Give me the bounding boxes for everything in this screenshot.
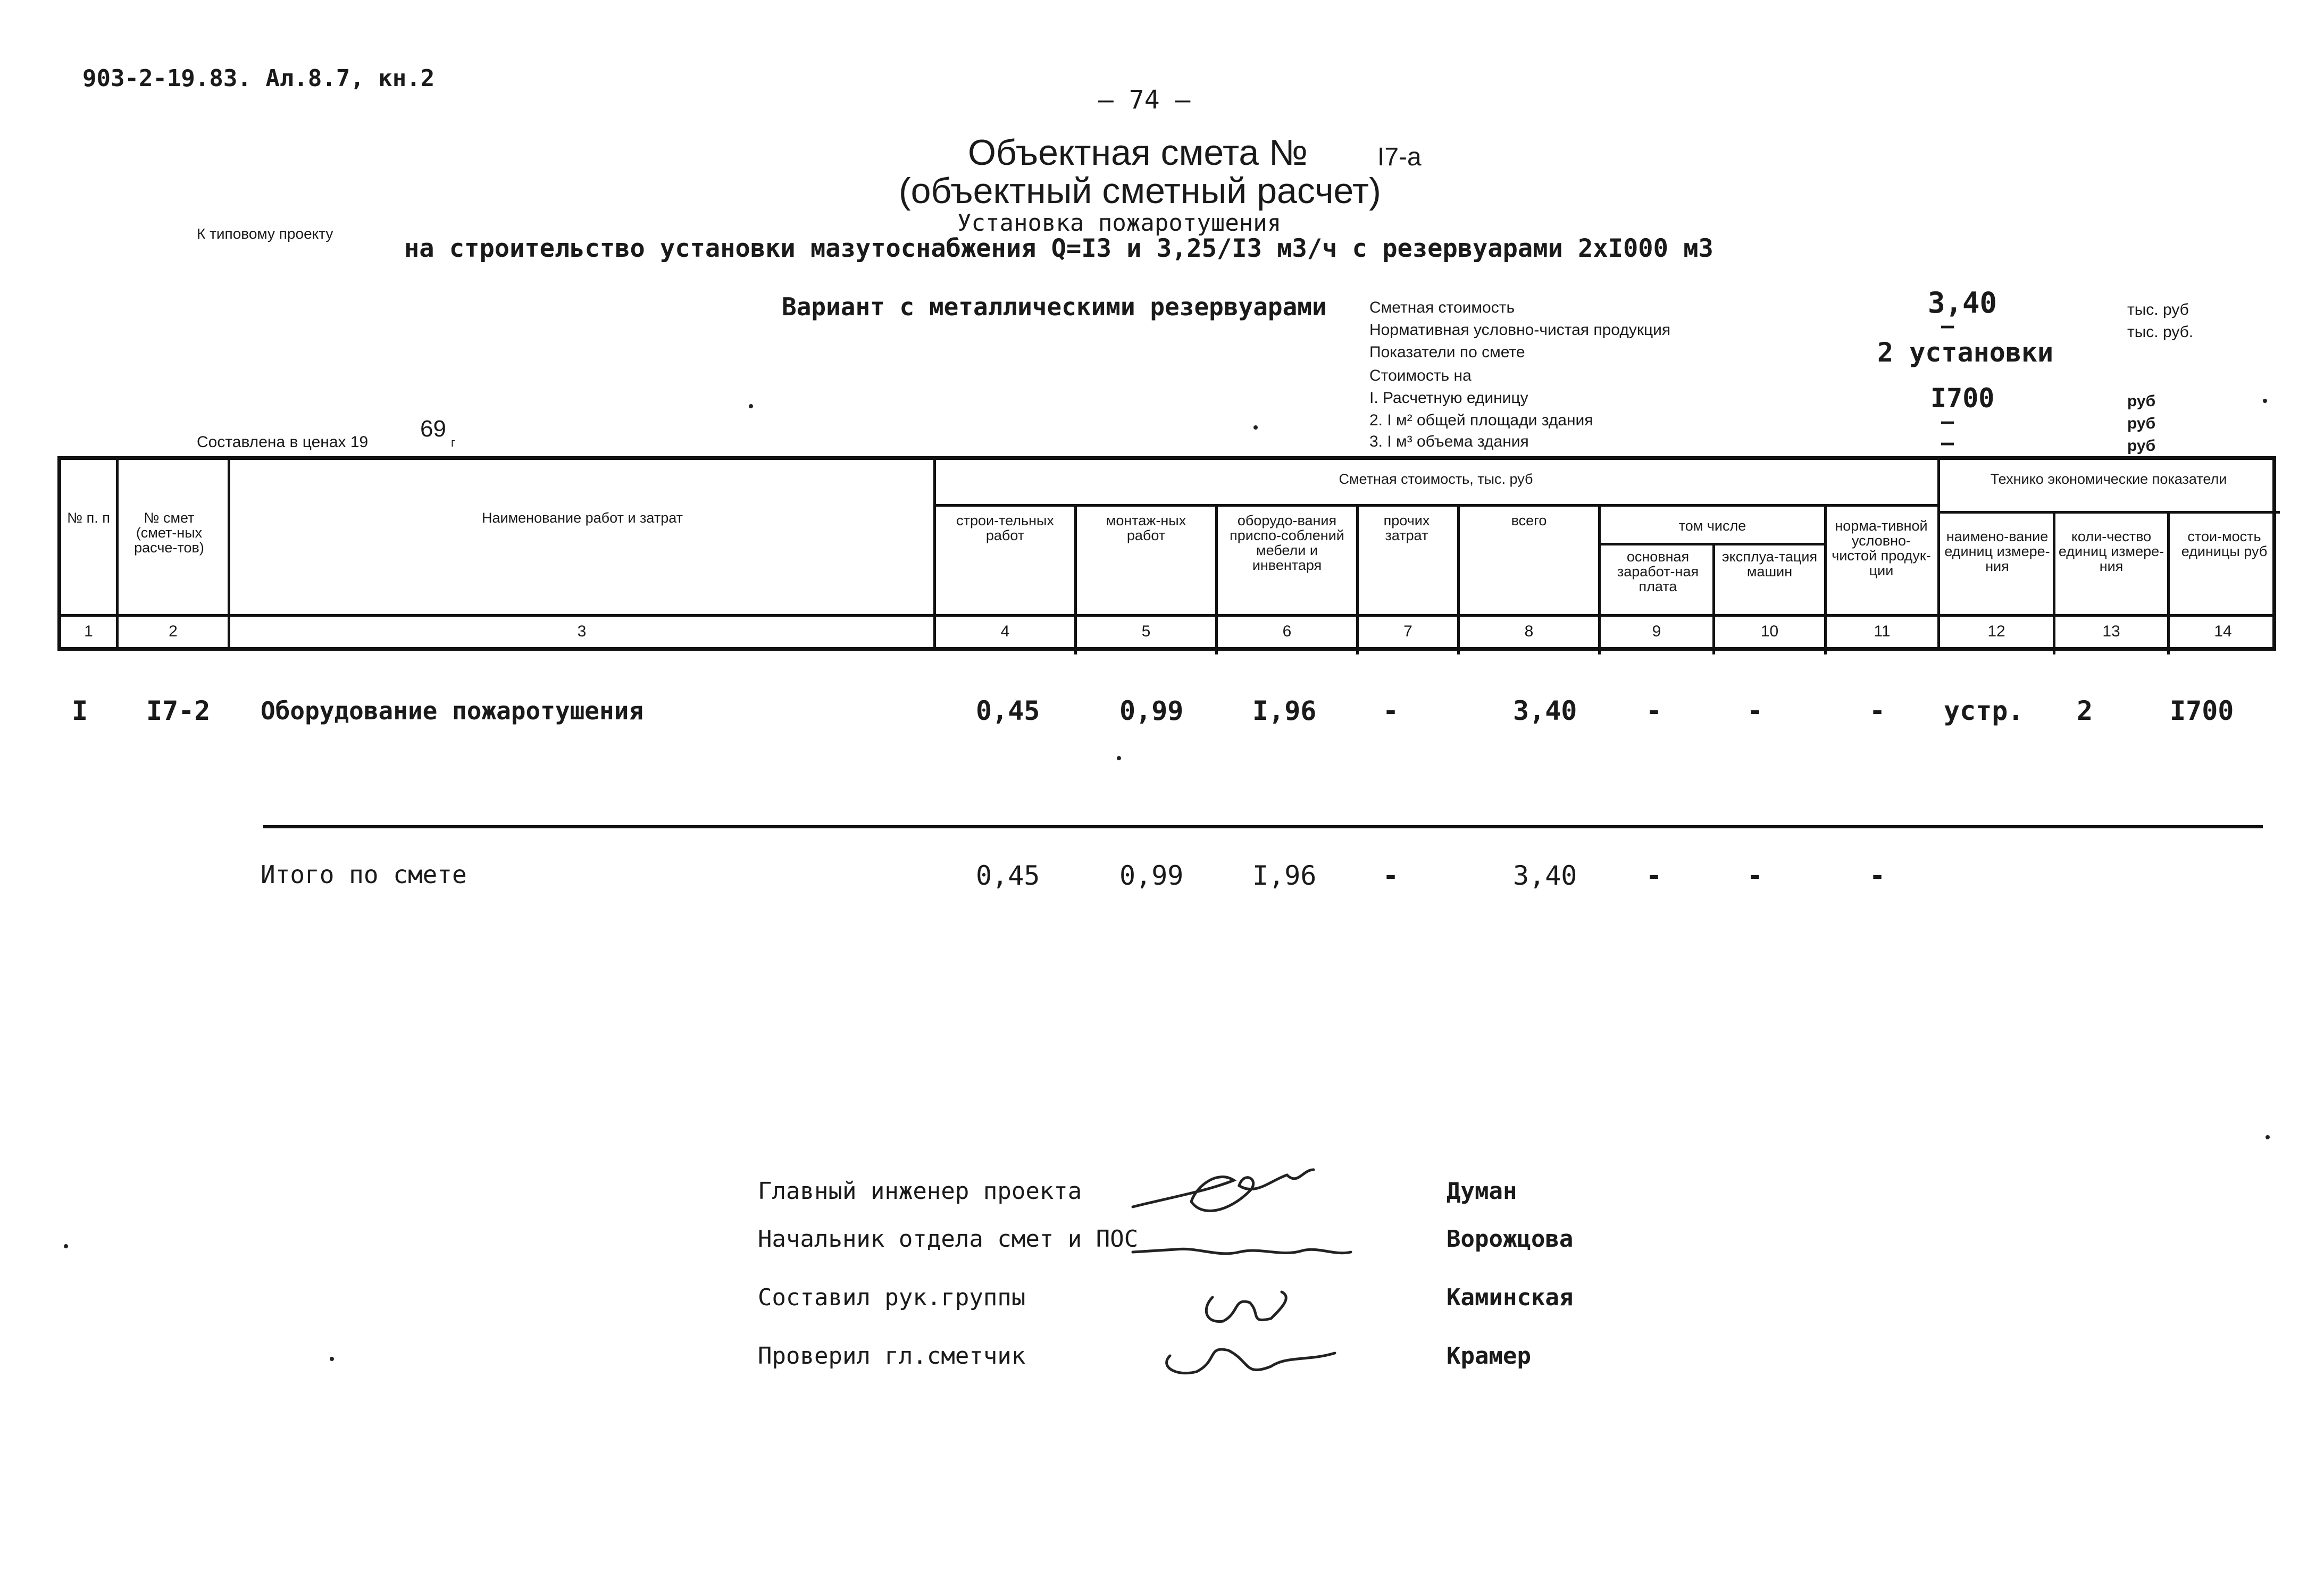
signature-role-3: Составил рук.группы — [758, 1284, 1026, 1311]
totals-total: 3,40 — [1513, 860, 1577, 891]
col-header-10: эксплуа-тация машин — [1721, 549, 1818, 580]
row-machines: - — [1747, 695, 1763, 726]
unit-unit: руб — [2127, 392, 2156, 410]
scan-speck — [330, 1357, 334, 1361]
normative-value: — — [1941, 314, 1954, 338]
table-header — [57, 456, 2276, 651]
area-unit: руб — [2127, 415, 2156, 432]
totals-installation: 0,99 — [1119, 860, 1184, 891]
col-header-2: № смет (смет-ных расче-тов) — [134, 510, 204, 556]
row-name: Оборудование пожаротушения — [261, 696, 644, 725]
area-value: — — [1941, 409, 1954, 434]
document-subtitle: (объектный сметный расчет) — [899, 171, 1381, 211]
row-installation: 0,99 — [1119, 695, 1184, 726]
normative-unit: тыс. руб. — [2127, 323, 2194, 341]
project-name: на строительство установки мазутоснабжения Q=I3 и 3,25/I3 м3/ч с резервуарами 2xI000 м3 — [404, 234, 1713, 263]
totals-construction: 0,45 — [976, 860, 1040, 891]
totals-wages: - — [1646, 860, 1662, 891]
row-equipment: I,96 — [1252, 695, 1317, 726]
row-unit: устр. — [1944, 695, 2024, 726]
row-number: I — [72, 695, 88, 726]
totals-other: - — [1383, 860, 1399, 891]
row-other: - — [1383, 695, 1399, 726]
group-header-cost: Сметная стоимость, тыс. руб — [1339, 471, 1533, 487]
col-number-6: 6 — [1282, 623, 1292, 640]
signature-name-2: Ворожцова — [1447, 1225, 1574, 1253]
scan-speck — [2266, 1135, 2270, 1139]
col-header-1: № п. п — [67, 510, 110, 526]
col-header-6: оборудо-вания приспо-соблений мебели и инвентаря — [1230, 513, 1344, 573]
scan-speck — [1253, 425, 1258, 430]
volume-value: — — [1941, 431, 1954, 455]
col-number-7: 7 — [1403, 623, 1412, 640]
totals-equipment: I,96 — [1252, 860, 1317, 891]
col-header-7: прочих затрат — [1383, 513, 1430, 543]
col-header-14: стои-мость единицы руб — [2181, 528, 2268, 559]
row-total: 3,40 — [1513, 695, 1577, 726]
to-project-label: К типовому проекту — [197, 225, 333, 242]
signature-name-3: Каминская — [1447, 1284, 1574, 1311]
unit-label: I. Расчетную единицу — [1369, 389, 1528, 407]
signature-role-4: Проверил гл.сметчик — [758, 1342, 1026, 1370]
col-header-3: Наименование работ и затрат — [481, 510, 683, 526]
indicators-value: 2 установки — [1877, 337, 2054, 368]
col-number-1: 1 — [84, 623, 93, 640]
variant-label: Вариант с металлическими резервуарами — [782, 292, 1327, 321]
scan-speck — [2263, 399, 2267, 403]
totals-machines: - — [1747, 860, 1763, 891]
col-header-5: монтаж-ных работ — [1106, 513, 1186, 543]
row-wages: - — [1646, 695, 1662, 726]
signature-name-1: Думан — [1447, 1178, 1517, 1205]
row-construction: 0,45 — [976, 695, 1040, 726]
area-label: 2. I м² общей площади здания — [1369, 412, 1593, 429]
col-header-4: строи-тельных работ — [956, 513, 1054, 543]
col-header-13: коли-чество единиц измере-ния — [2058, 528, 2164, 574]
col-number-14: 14 — [2214, 623, 2232, 640]
prices-suffix: г — [451, 436, 456, 449]
handwritten-signatures — [1111, 1138, 1409, 1388]
col-number-12: 12 — [1987, 623, 2005, 640]
row-estimate: I7-2 — [146, 695, 211, 726]
indicators-label: Показатели по смете — [1369, 343, 1525, 361]
document-title: Объектная смета № — [968, 132, 1308, 173]
col-number-10: 10 — [1760, 623, 1779, 640]
estimated-cost-value: 3,40 — [1928, 286, 1997, 320]
signature-name-4: Крамер — [1447, 1342, 1531, 1370]
row-unit-cost: I700 — [2170, 695, 2234, 726]
col-number-13: 13 — [2102, 623, 2120, 640]
group-header-incl: том числе — [1678, 518, 1746, 534]
work-name: Установка пожаротушения — [957, 209, 1282, 237]
signature-role-2: Начальник отдела смет и ПОС — [758, 1225, 1139, 1253]
page-number: — 74 — — [1098, 85, 1191, 115]
scan-speck — [64, 1244, 68, 1248]
col-number-2: 2 — [169, 623, 178, 640]
col-number-11: 11 — [1874, 623, 1891, 640]
row-normative: - — [1869, 695, 1886, 726]
row-qty: 2 — [2077, 695, 2093, 726]
col-header-8: всего — [1511, 513, 1547, 528]
estimated-cost-unit: тыс. руб — [2127, 301, 2189, 318]
signature-role-1: Главный инженер проекта — [758, 1178, 1082, 1205]
prices-label: Составлена в ценах 19 — [197, 433, 369, 451]
col-header-9: основная заработ-ная плата — [1617, 549, 1699, 594]
volume-label: 3. I м³ объема здания — [1369, 433, 1529, 450]
totals-label: Итого по смете — [261, 860, 467, 889]
group-header-tech: Технико экономические показатели — [1990, 471, 2227, 487]
col-number-8: 8 — [1524, 623, 1534, 640]
col-header-11: норма-тивной условно-чистой продук-ции — [1832, 518, 1931, 578]
unit-value: I700 — [1930, 383, 1995, 414]
document-number: I7-a — [1377, 143, 1422, 171]
estimated-cost-label: Сметная стоимость — [1369, 299, 1515, 316]
col-number-3: 3 — [577, 623, 587, 640]
col-number-5: 5 — [1141, 623, 1151, 640]
prices-year: 69 — [420, 416, 446, 442]
col-number-9: 9 — [1652, 623, 1661, 640]
totals-divider — [263, 825, 2263, 828]
volume-unit: руб — [2127, 437, 2156, 455]
scan-speck — [749, 404, 753, 408]
cost-per-label: Стоимость на — [1369, 367, 1472, 384]
document-code: 903-2-19.83. Ал.8.7, кн.2 — [82, 65, 435, 92]
scan-speck — [1117, 756, 1121, 760]
col-header-12: наимено-вание единиц измере-ния — [1944, 528, 2050, 574]
normative-label: Нормативная условно-чистая продукция — [1369, 321, 1671, 339]
col-number-4: 4 — [1000, 623, 1010, 640]
totals-normative: - — [1869, 860, 1886, 891]
